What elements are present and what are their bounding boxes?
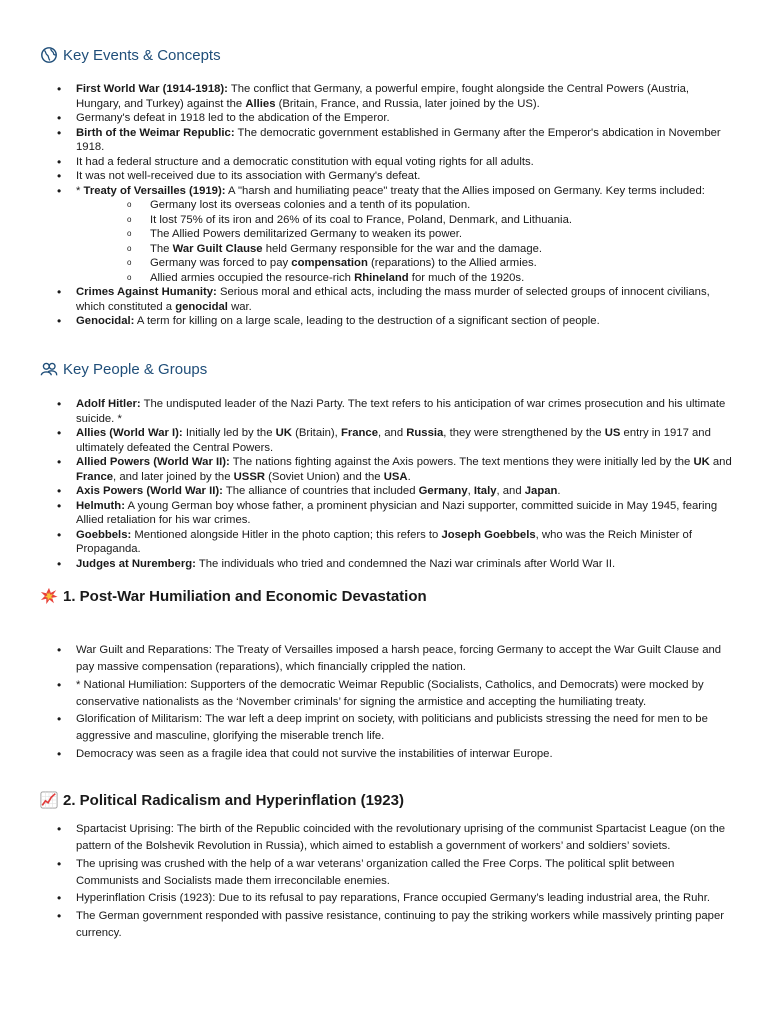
list-item: • * National Humiliation: Supporters of the democratic Weimar Republic (Socialists, Catholics, and Democrats) were mocked by conservative nationalists as the ‘November criminals’ for signing the armistice and accepting the humiliating treaty. [40,677,732,711]
treaty-terms-sublist [76,198,732,285]
people-icon [40,360,58,378]
section-title: 2. Political Radicalism and Hyperinflation (1923) [63,791,404,809]
section-title: 1. Post-War Humiliation and Economic Devastation [63,587,427,605]
list-item: • First World War (1914-1918): The conflict that Germany, a powerful empire, fought alongside the Central Powers (Austria, Hungary, and Turkey) against the Allies (Britain, France, and Russia, later joined by the US). [40,82,732,111]
list-item: • Allied Powers (World War II): The nations fighting against the Axis powers. The text mentions they were initially led by the UK and France, and later joined by the USSR (Soviet Union) and the USA. [40,455,732,484]
list-item: • The uprising was crushed with the help of a war veterans’ organization called the Free Corps. The political split between Communists and Socialists made them irreconcilable enemies. [40,856,732,890]
list-item: • It had a federal structure and a democratic constitution with equal voting rights for all adults. [40,155,732,170]
list-item: • Genocidal: A term for killing on a large scale, leading to the destruction of a significant section of people. [40,314,732,329]
chart-increasing-icon [40,791,58,809]
sub-list-item: o The War Guilt Clause held Germany responsible for the war and the damage. [76,242,732,257]
list-item: • Germany's defeat in 1918 led to the abdication of the Emperor. [40,111,732,126]
list-item: • Spartacist Uprising: The birth of the Republic coincided with the revolutionary uprising of the communist Spartacist League (on the pattern of the Bolshevik Revolution in Russia), which aimed to establish a government of workers’ and soldiers’ soviets. [40,821,732,855]
list-item: • * Treaty of Versailles (1919): A "harsh and humiliating peace" treaty that the Allies imposed on Germany. Key terms included: o Germany lost its overseas colonies and a tenth of its population. o It lost 75% of its iron and 26% of its coal to France, Poland, Denmark, and Lithuania. o The Allied Powers demilitarized Germany to weaken its power. o The War Guilt Clause held Germany responsible for the war and the damage. o Germany was forced to pay compensation (reparations) to the Allied armies. o Allied armies occupied the resource-rich Rhineland for much of the 1920s. [40,184,732,286]
list-item: • Judges at Nuremberg: The individuals who tried and condemned the Nazi war criminals after World War II. [40,557,732,572]
sub-list-item: o Germany lost its overseas colonies and a tenth of its population. [76,198,732,213]
sub-list-item: o The Allied Powers demilitarized Germany to weaken its power. [76,227,732,242]
list-item: • Birth of the Weimar Republic: The democratic government established in Germany after the Emperor's abdication in November 1918. [40,126,732,155]
globe-icon [40,46,58,64]
list-item: • Allies (World War I): Initially led by the UK (Britain), France, and Russia, they were strengthened by the US entry in 1917 and ultimately defeated the Central Powers. [40,426,732,455]
list-item: • Helmuth: A young German boy whose father, a prominent physician and Nazi supporter, committed suicide in May 1945, fearing Allied retaliation for his war crimes. [40,499,732,528]
section-heading-radicalism [40,791,404,809]
list-item: • Democracy was seen as a fragile idea that could not survive the instabilities of interwar Europe. [40,746,732,763]
post-war-list [40,642,732,763]
sub-list-item: o It lost 75% of its iron and 26% of its coal to France, Poland, Denmark, and Lithuania. [76,213,732,228]
list-item: • Glorification of Militarism: The war left a deep imprint on society, with politicians and publicists stressing the need for men to be aggressive and masculine, glorifying the miserable trench life. [40,711,732,745]
section-title: Key People & Groups [63,360,208,378]
list-item: • Adolf Hitler: The undisputed leader of the Nazi Party. The text refers to his anticipation of war crimes prosecution and his ultimate suicide. * [40,397,732,426]
section-heading-post-war [40,587,427,605]
list-item: • Axis Powers (World War II): The alliance of countries that included Germany, Italy, and Japan. [40,484,732,499]
sub-list-item: o Germany was forced to pay compensation (reparations) to the Allied armies. [76,256,732,271]
list-item: • Hyperinflation Crisis (1923): Due to its refusal to pay reparations, France occupied Germany’s leading industrial area, the Ruhr. [40,890,732,907]
list-item: • Goebbels: Mentioned alongside Hitler in the photo caption; this refers to Joseph Goebbels, who was the Reich Minister of Propaganda. [40,528,732,557]
collision-icon [40,587,58,605]
section-heading-key-events [40,46,221,64]
section-heading-key-people [40,360,207,378]
list-item: • It was not well-received due to its association with Germany's defeat. [40,169,732,184]
list-item: • War Guilt and Reparations: The Treaty of Versailles imposed a harsh peace, forcing Germany to accept the War Guilt Clause and pay massive compensation (reparations), which financially crippled the nation. [40,642,732,676]
sub-list-item: o Allied armies occupied the resource-rich Rhineland for much of the 1920s. [76,271,732,286]
list-item: • Crimes Against Humanity: Serious moral and ethical acts, including the mass murder of selected groups of innocent civilians, which constituted a genocidal war. [40,285,732,314]
section-title: Key Events & Concepts [63,46,221,64]
key-events-list [40,82,732,329]
key-people-list [40,397,732,571]
list-item: • The German government responded with passive resistance, continuing to pay the striking workers while massively printing paper currency. [40,908,732,942]
radicalism-list [40,821,732,942]
